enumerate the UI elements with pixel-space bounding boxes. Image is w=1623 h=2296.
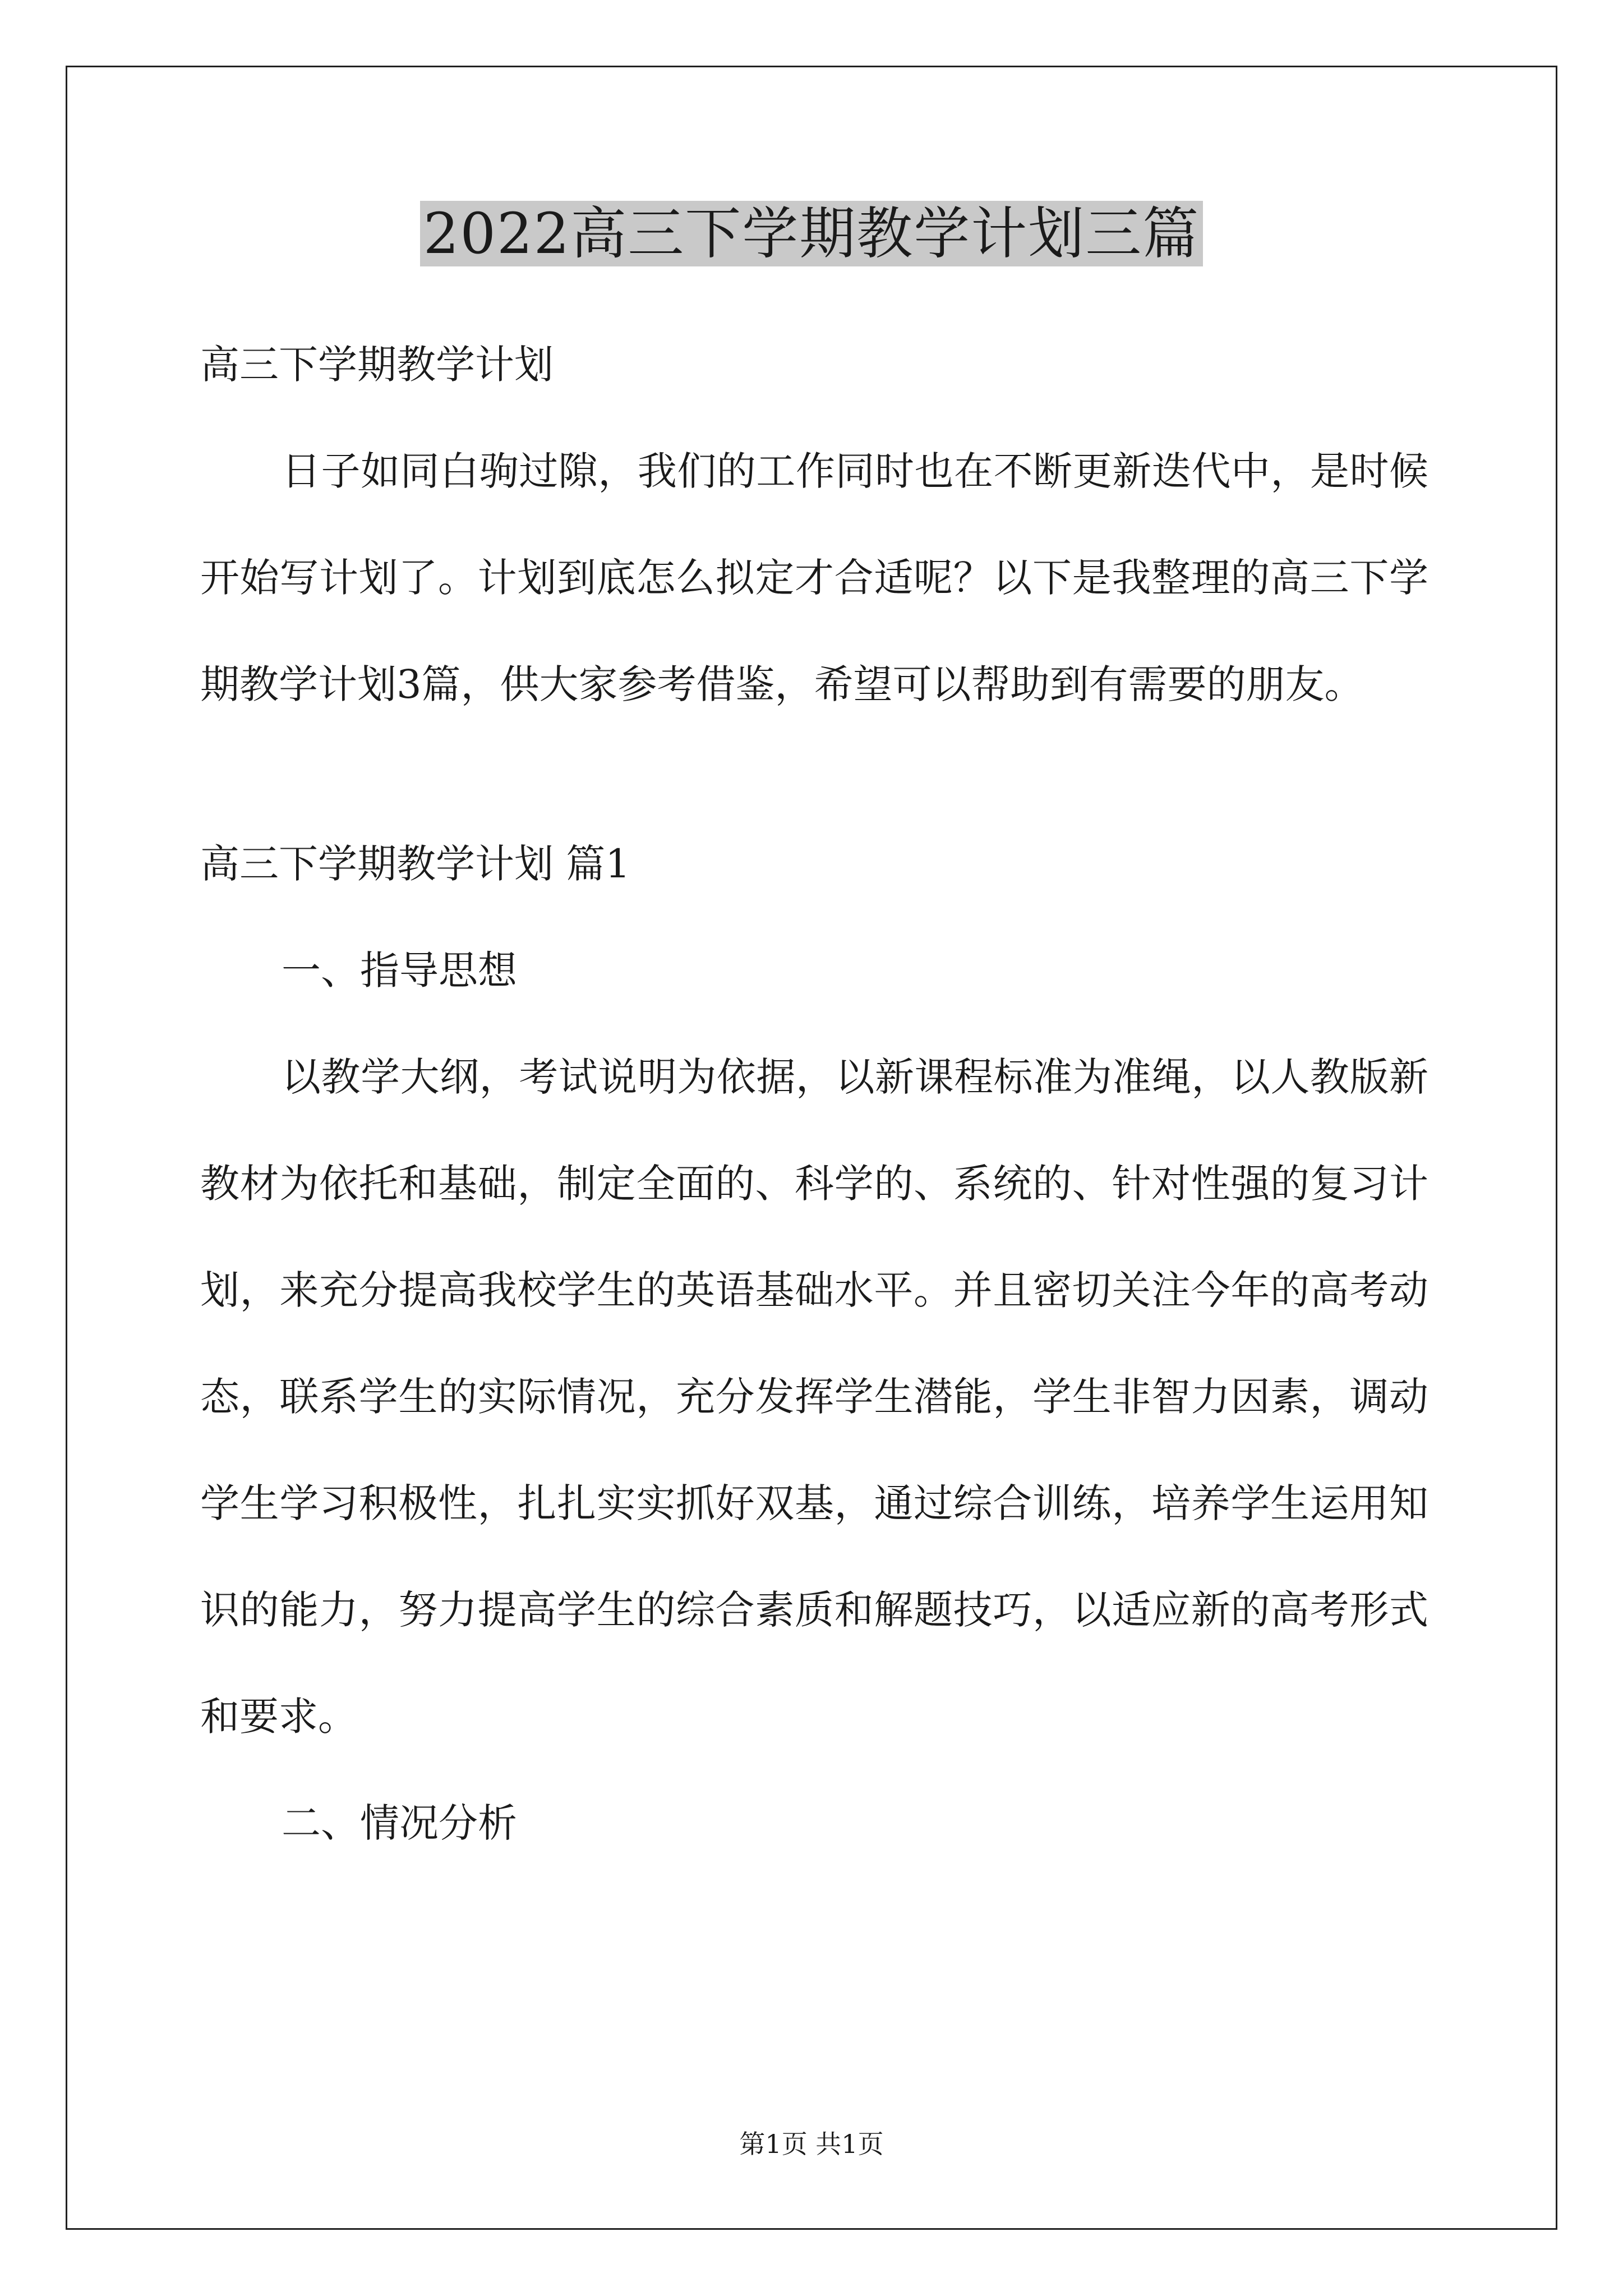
document-title [0, 197, 1623, 270]
section-heading-situation-analysis: 二、情况分析 [282, 1800, 517, 1846]
page-footer: 第1页 共1页 [739, 2129, 884, 2159]
intro-paragraph: 日子如同白驹过隙，我们的工作同时也在不断更新迭代中，是时候开始写计划了。计划到底怎么拟定才合适呢？以下是我整理的高三下学期教学计划3篇，供大家参考借鉴，希望可以帮助到有需要的朋友。 [200, 448, 1428, 707]
section-heading-guiding-ideology: 一、指导思想 [282, 947, 517, 993]
guiding-ideology-paragraph: 以教学大纲，考试说明为依据，以新课程标准为准绳，以人教版新教材为依托和基础，制定全面的、科学的、系统的、针对性强的复习计划，来充分提高我校学生的英语基础水平。并且密切关注今年的高考动态，联系学生的实际情况，充分发挥学生潜能，学生非智力因素，调动学生学习积极性，扎扎实实抓好双基，通过综合训练，培养学生运用知识的能力，努力提高学生的综合素质和解题技巧，以适应新的高考形式和要求。 [200, 1054, 1428, 1740]
section-title: 高三下学期教学计划 篇1 [200, 841, 630, 887]
document-body [200, 311, 1428, 1876]
section-spacer [200, 738, 1428, 811]
document-subtitle: 高三下学期教学计划 [200, 342, 554, 388]
document-title-text: 2022高三下学期教学计划三篇 [420, 201, 1204, 266]
